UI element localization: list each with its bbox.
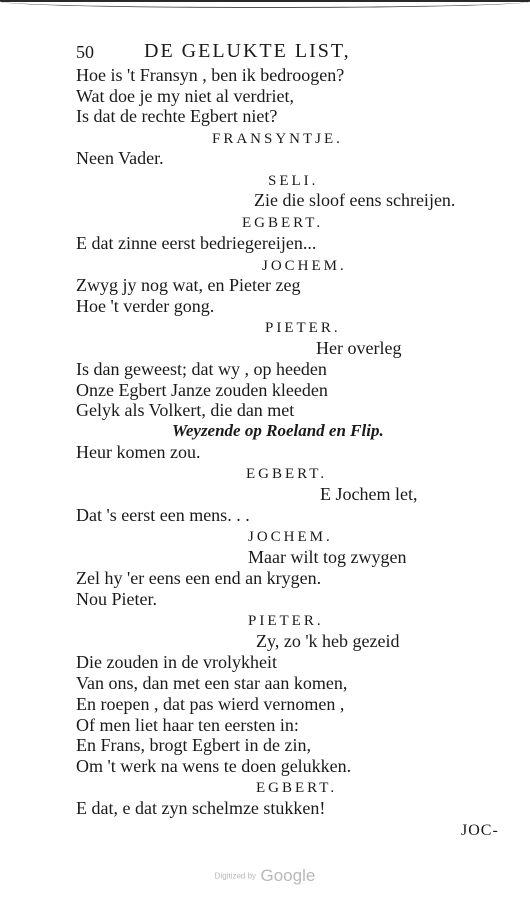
verse-line: Is dan geweest; dat wy , op heeden <box>76 359 327 379</box>
verse-line: Om 't werk na wens te doen gelukken. <box>76 756 352 776</box>
catchword: JOC- <box>461 822 499 839</box>
verse-line: Wat doe je my niet al verdriet, <box>76 86 294 106</box>
watermark-prefix: Digitized by <box>214 871 257 881</box>
verse-line: Hoe 't verder gong. <box>76 296 215 316</box>
speaker-name: EGBERT. <box>246 466 328 482</box>
verse-line: Onze Egbert Janze zouden kleeden <box>76 380 328 400</box>
verse-line: Her overleg <box>316 338 402 358</box>
verse-line: Of men liet haar ten eersten in: <box>76 715 299 735</box>
verse-line: E dat zinne eerst bedriegereijen... <box>76 233 317 253</box>
verse-line: Zel hy 'er eens een end an krygen. <box>76 568 322 588</box>
speaker-name: EGBERT. <box>242 215 324 231</box>
verse-line: Die zouden in de vrolykheit <box>76 652 277 672</box>
verse-line: Neen Vader. <box>76 148 164 168</box>
speaker-name: JOCHEM. <box>262 258 347 274</box>
page-number: 50 <box>76 42 94 62</box>
running-title: DE GELUKTE LIST, <box>144 40 351 62</box>
watermark-brand: Google <box>260 866 316 885</box>
verse-line: Nou Pieter. <box>76 589 157 609</box>
verse-line: Dat 's eerst een mens. . . <box>76 505 250 525</box>
top-rule <box>0 0 530 8</box>
stage-direction: Weyzende op Roeland en Flip. <box>172 421 384 440</box>
verse-line: En roepen , dat pas wierd vernomen , <box>76 694 345 714</box>
speaker-name: PIETER. <box>248 613 324 629</box>
verse-line: E dat, e dat zyn schelmze stukken! <box>76 798 326 818</box>
verse-line: Hoe is 't Fransyn , ben ik bedroogen? <box>76 65 345 85</box>
verse-line: Heur komen zou. <box>76 442 201 462</box>
verse-line: Van ons, dan met een star aan komen, <box>76 673 348 693</box>
verse-line: Gelyk als Volkert, die dan met <box>76 400 295 420</box>
speaker-name: SELI. <box>268 173 319 189</box>
verse-line: Is dat de rechte Egbert niet? <box>76 106 278 126</box>
speaker-name: FRANSYNTJE. <box>212 131 343 147</box>
speaker-name: JOCHEM. <box>248 529 333 545</box>
speaker-name: EGBERT. <box>256 780 338 796</box>
verse-line: E Jochem let, <box>320 484 418 504</box>
verse-line: Zwyg jy nog wat, en Pieter zeg <box>76 275 301 295</box>
verse-line: Zie die sloof eens schreijen. <box>254 190 456 210</box>
speaker-name: PIETER. <box>265 320 341 336</box>
verse-line: Maar wilt tog zwygen <box>248 547 407 567</box>
verse-line: En Frans, brogt Egbert in de zin, <box>76 735 311 755</box>
verse-line: Zy, zo 'k heb gezeid <box>256 631 400 651</box>
digitization-watermark <box>0 866 530 886</box>
